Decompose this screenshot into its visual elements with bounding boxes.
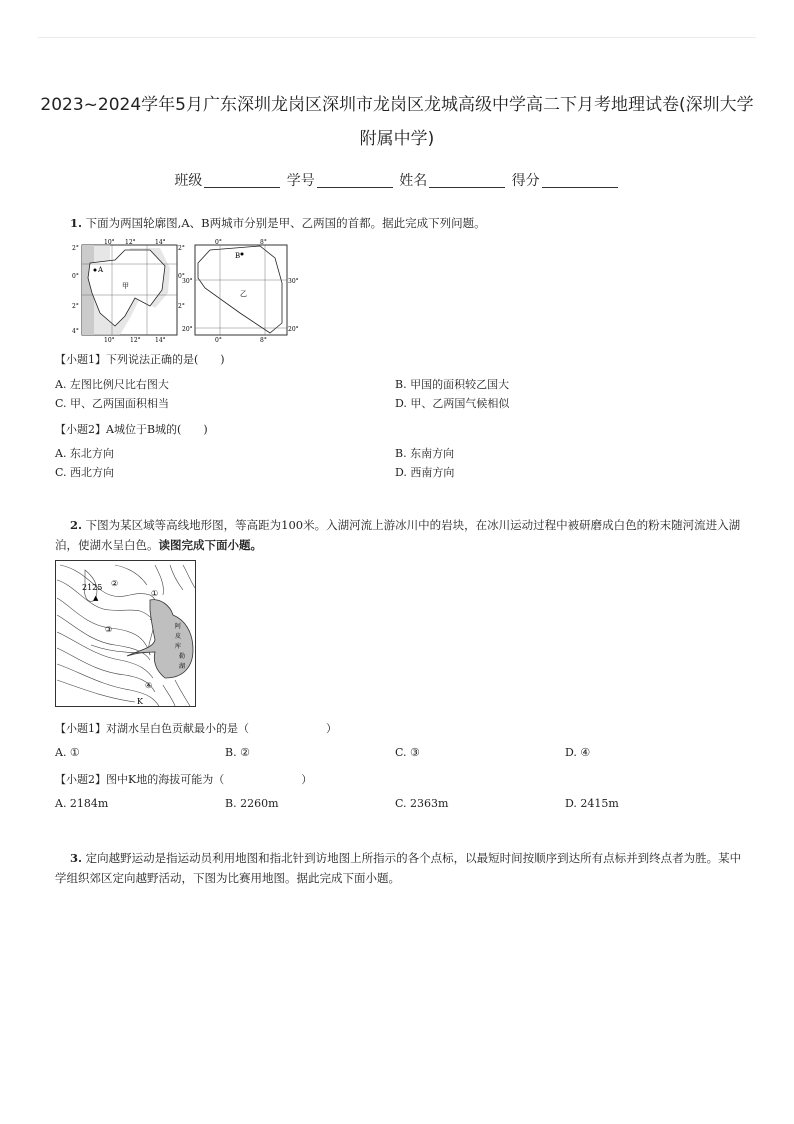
student-info-row	[0, 170, 794, 190]
score-label: 得分	[511, 173, 540, 189]
question-3	[55, 848, 745, 888]
q2-s1-option-c[interactable]: C. ③	[395, 746, 420, 759]
q1-s2-option-c[interactable]: C. 西北方向	[55, 466, 115, 479]
right-lon-bottom: 8°	[260, 337, 267, 344]
river-label-2: ②	[111, 579, 119, 588]
score-blank[interactable]	[542, 175, 618, 188]
left-right-lat: 2°	[178, 303, 185, 310]
class-blank[interactable]	[204, 175, 280, 188]
left-lon-bottom: 12°	[130, 337, 141, 344]
right-left-lat: 20°	[182, 326, 193, 333]
name-blank[interactable]	[429, 175, 505, 188]
student-id-blank[interactable]	[317, 175, 393, 188]
left-lat-label: 0°	[72, 273, 79, 280]
class-label: 班级	[174, 173, 203, 189]
q1-s2-option-a[interactable]: A. 东北方向	[55, 447, 114, 460]
left-right-lat: 0°	[178, 273, 185, 280]
student-id-label: 学号	[286, 173, 315, 189]
right-right-lat: 30°	[288, 278, 299, 285]
right-lon-top: 8°	[260, 239, 267, 246]
lake-name-char: 阿	[175, 623, 182, 630]
left-lat-label: 2°	[72, 303, 79, 310]
q2-s1-option-b[interactable]: B. ②	[225, 746, 250, 759]
lake-name-char: 勒	[179, 653, 186, 660]
question-1-sub-1: 【小题1】下列说法正确的是( )	[55, 353, 225, 366]
question-3-number: 3.	[70, 851, 83, 865]
question-1	[70, 213, 750, 233]
right-lon-top: 0°	[215, 239, 222, 246]
right-right-lat: 20°	[288, 326, 299, 333]
peak-triangle-icon: ▲	[93, 594, 99, 602]
left-lat-label: 4°	[72, 328, 79, 335]
river-label-1: ①	[151, 589, 159, 598]
q1-s2-option-d[interactable]: D. 西南方向	[395, 466, 455, 479]
question-1-maps	[70, 238, 302, 344]
question-1-stem: 下面为两国轮廓图,A、B两城市分别是甲、乙两国的首都。据此完成下列问题。	[85, 216, 486, 230]
q1-s1-option-a[interactable]: A. 左图比例尺比右图大	[55, 378, 169, 391]
left-lon-top: 14°	[155, 239, 166, 246]
question-2-sub-2: 【小题2】图中K地的海拔可能为（ ）	[55, 773, 313, 786]
right-left-lat: 30°	[182, 278, 193, 285]
question-2-instruction: 读图完成下面小题。	[158, 538, 262, 552]
q2-s2-option-b[interactable]: B. 2260m	[225, 797, 279, 810]
question-2	[55, 515, 745, 555]
question-2-number: 2.	[70, 518, 83, 532]
q1-s1-option-c[interactable]: C. 甲、乙两国面积相当	[55, 397, 170, 410]
lake-name-char: 皮	[175, 633, 182, 640]
q2-s2-option-c[interactable]: C. 2363m	[395, 797, 449, 810]
q1-s1-option-d[interactable]: D. 甲、乙两国气候相似	[395, 397, 510, 410]
q1-s1-option-b[interactable]: B. 甲国的面积较乙国大	[395, 378, 510, 391]
q2-s2-option-d[interactable]: D. 2415m	[565, 797, 619, 810]
q2-s1-option-a[interactable]: A. ①	[55, 746, 80, 759]
country-jia-label: 甲	[122, 282, 129, 290]
left-map	[72, 239, 185, 344]
country-yi-label: 乙	[240, 290, 247, 298]
city-a-label: A	[98, 266, 104, 274]
left-lon-top: 10°	[104, 239, 115, 246]
left-lon-bottom: 14°	[155, 337, 166, 344]
question-1-number: 1.	[70, 216, 83, 230]
q2-s1-option-d[interactable]: D. ④	[565, 746, 591, 759]
question-3-stem: 定向越野运动是指运动员利用地图和指北针到访地图上所指示的各个点标，以最短时间按顺序到达所有点标并到终点者为胜。某中学组织郊区定向越野活动，下图为比赛用地图。据此完成下面小题。	[55, 851, 742, 885]
name-label: 姓名	[399, 173, 428, 189]
left-right-lat: 2°	[178, 245, 185, 252]
q2-s2-option-a[interactable]: A. 2184m	[55, 797, 109, 810]
lake-name-char: 库	[175, 643, 182, 650]
question-2-contour-map	[55, 560, 197, 708]
city-b-label: B	[235, 252, 241, 260]
question-2-stem: 下图为某区域等高线地形图，等高距为100米。入湖河流上游冰川中的岩块，在冰川运动过程中被研磨成白色的粉末随河流进入湖泊，使湖水呈白色。	[55, 518, 741, 552]
question-1-sub-2: 【小题2】A城位于B城的( )	[55, 423, 208, 436]
q1-s2-option-b[interactable]: B. 东南方向	[395, 447, 455, 460]
header-divider	[38, 37, 756, 38]
left-lat-label: 2°	[72, 245, 79, 252]
point-k-label: K	[137, 697, 143, 706]
question-2-sub-1: 【小题1】对湖水呈白色贡献最小的是（ ）	[55, 722, 337, 735]
right-map	[182, 239, 299, 344]
river-label-3: ③	[105, 625, 113, 634]
river-label-4: ④	[145, 681, 153, 690]
lake-name-char: 湖	[179, 663, 186, 670]
right-lon-bottom: 0°	[215, 337, 222, 344]
left-lon-bottom: 10°	[104, 337, 115, 344]
left-lon-top: 12°	[125, 239, 136, 246]
peak-elevation-label: 2125	[82, 583, 103, 592]
page-title: 2023~2024学年5月广东深圳龙岗区深圳市龙岗区龙城高级中学高二下月考地理试卷(深圳大学附属中学)	[40, 95, 754, 149]
